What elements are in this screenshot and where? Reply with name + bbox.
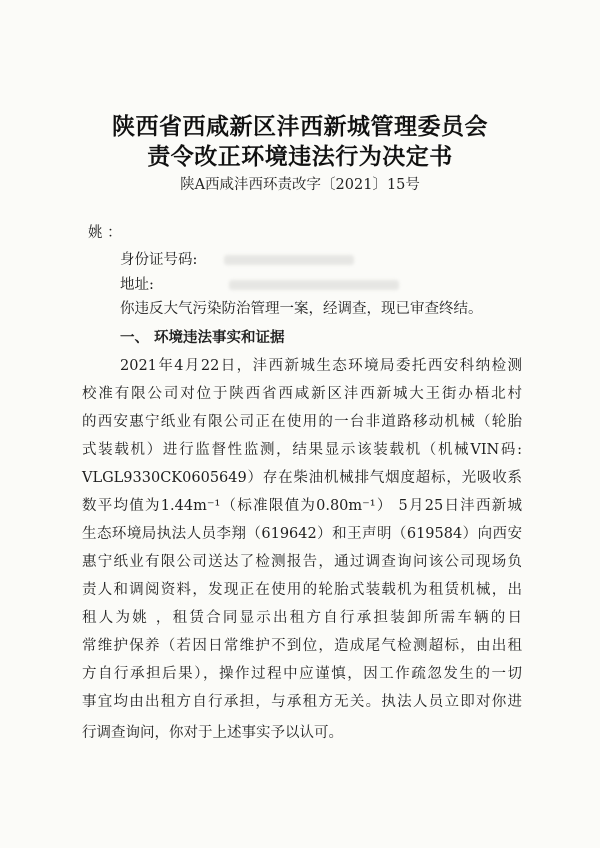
document-title-line2: 责令改正环境违法行为决定书 bbox=[147, 143, 453, 170]
body-line: 惠宁纸业有限公司送达了检测报告，通过调查询问该公司现场负 bbox=[82, 554, 522, 570]
address-label: 地址: bbox=[120, 277, 154, 293]
body-line: 式装载机）进行监督性监测，结果显示该装载机（机械VIN码: bbox=[82, 442, 522, 458]
case-intro: 你违反大气污染防治管理一案，经调查，现已审查终结。 bbox=[120, 301, 483, 317]
body-line: 生态环境局执法人员李翔（619642）和王声明（619584）向西安 bbox=[82, 526, 522, 542]
body-line: 租人为姚 ，租赁合同显示出租方自行承担装卸所需车辆的日 bbox=[82, 610, 522, 626]
body-line: 责人和调阅资料，发现正在使用的轮胎式装载机为租赁机械，出 bbox=[82, 582, 522, 598]
redacted-address bbox=[229, 280, 399, 290]
id-number-label: 身份证号码: bbox=[120, 252, 198, 268]
recipient-name-label: 姚 ： bbox=[88, 225, 122, 241]
body-line: VLGL9330CK0605649）存在柴油机械排气烟度超标，光吸收系 bbox=[82, 470, 522, 486]
body-line: 方自行承担后果），操作过程中应谨慎，因工作疏忽发生的一切 bbox=[82, 666, 522, 682]
body-line: 行调查询问，你对于上述事实予以认可。 bbox=[82, 725, 343, 741]
body-line: 的西安惠宁纸业有限公司正在使用的一台非道路移动机械（轮胎 bbox=[82, 414, 522, 430]
document-title-line1: 陕西省西咸新区沣西新城管理委员会 bbox=[112, 113, 488, 140]
body-line: 事宜均由出租方自行承担，与承租方无关。执法人员立即对你进 bbox=[82, 694, 522, 710]
redacted-id-number bbox=[224, 255, 354, 265]
document-number: 陕A西咸沣西环责改字〔2021〕15号 bbox=[180, 177, 420, 193]
body-line: 常维护保养（若因日常维护不到位，造成尾气检测超标，由出租 bbox=[82, 638, 522, 654]
section1-heading: 一、 环境违法事实和证据 bbox=[120, 329, 285, 346]
body-line: 2021年4月22日，沣西新城生态环境局委托西安科纳检测 bbox=[120, 358, 522, 374]
body-line: 数平均值为1.44m⁻¹（标准限值为0.80m⁻¹） 5月25日沣西新城 bbox=[82, 498, 522, 514]
body-line: 校准有限公司对位于陕西省西咸新区沣西新城大王街办梧北村 bbox=[82, 386, 522, 402]
address-row bbox=[120, 272, 399, 298]
id-number-row bbox=[120, 247, 354, 273]
